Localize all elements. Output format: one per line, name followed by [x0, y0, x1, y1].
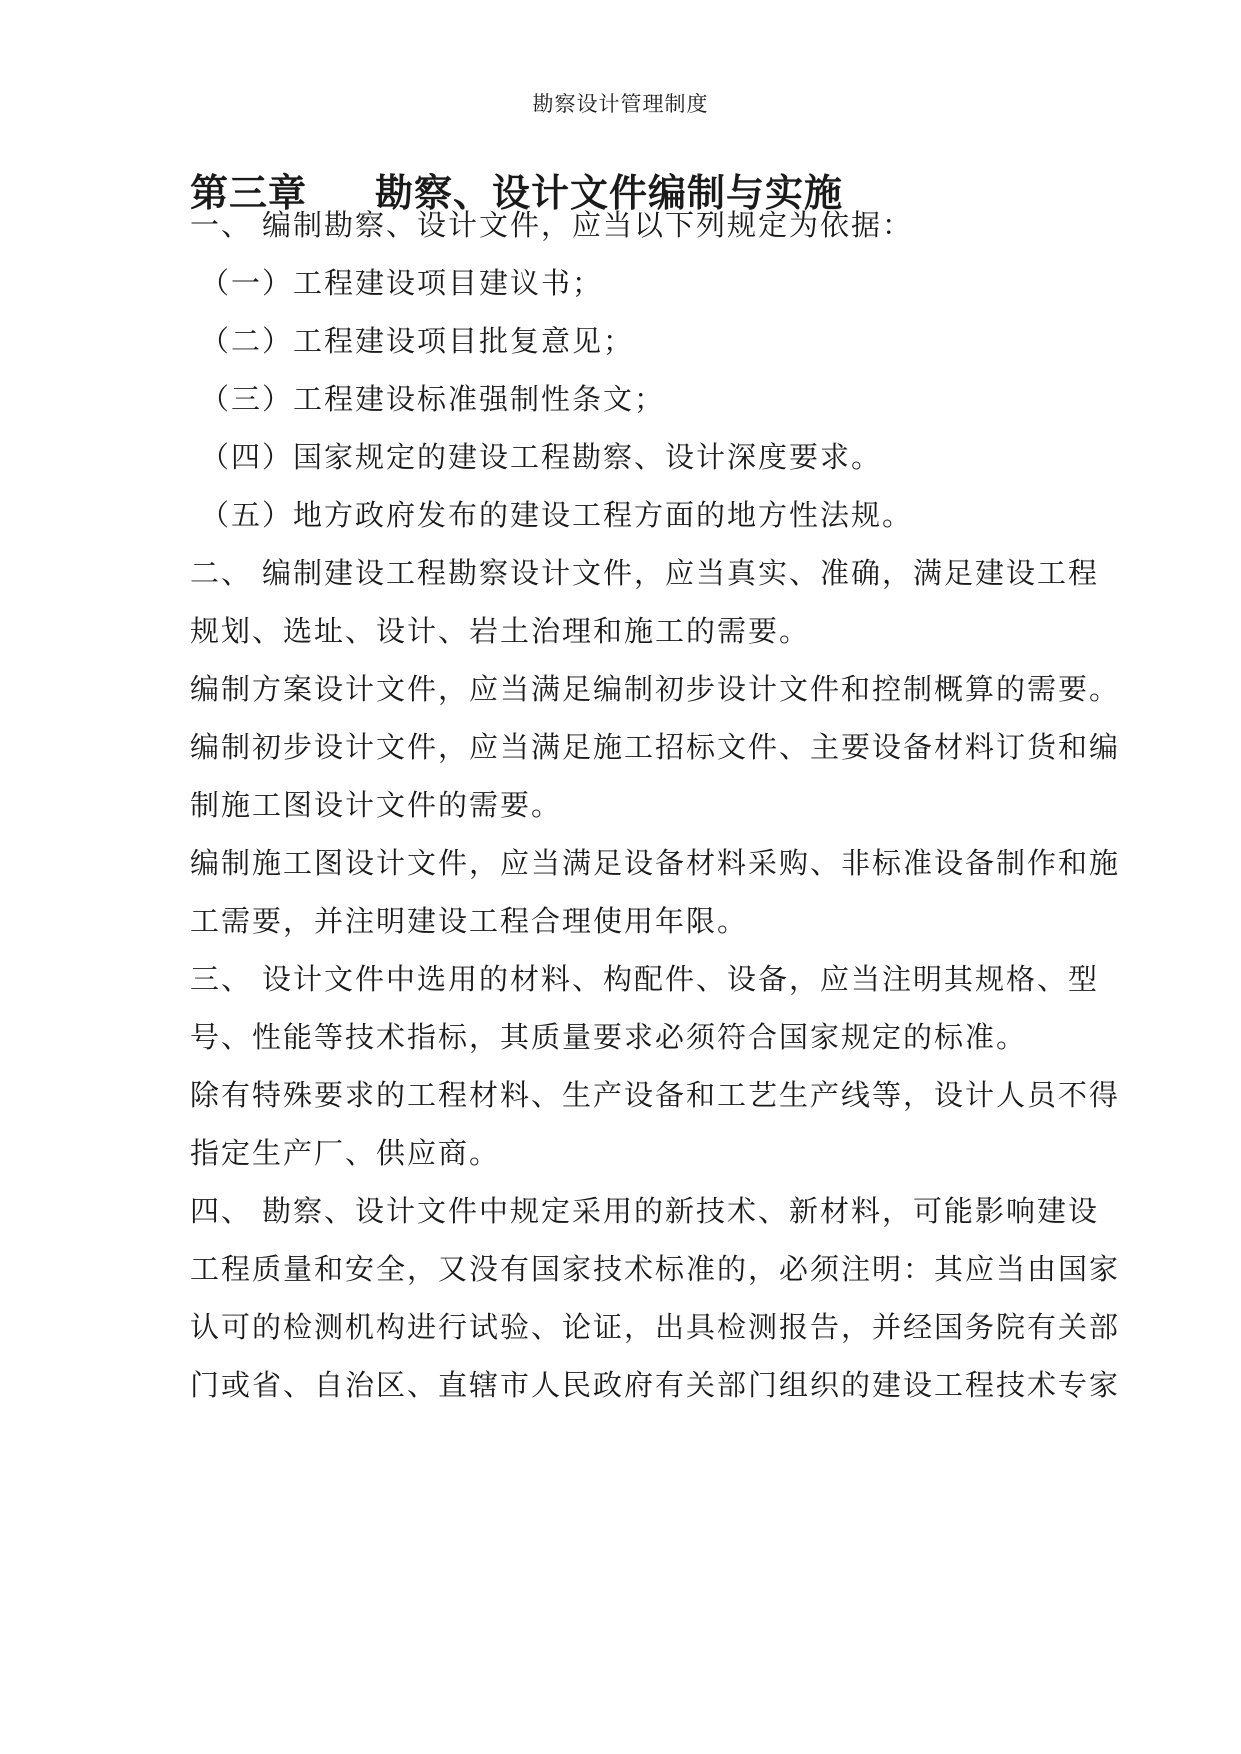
paragraph-line: 工程质量和安全，又没有国家技术标准的，必须注明：其应当由国家: [190, 1252, 1121, 1286]
section-number: 一、: [190, 208, 253, 242]
list-item: （一）工程建设项目建议书；: [200, 266, 604, 300]
section-1-heading: [190, 208, 913, 243]
paragraph-line: 号、性能等技术指标，其质量要求必须符合国家规定的标准。: [190, 1020, 1028, 1054]
section-3-heading: [190, 962, 1099, 997]
paragraph-line: 门或省、自治区、直辖市人民政府有关部门组织的建设工程技术专家: [190, 1368, 1121, 1402]
list-item: （四）国家规定的建设工程勘察、设计深度要求。: [200, 440, 883, 474]
paragraph-line: 编制施工图设计文件，应当满足设备材料采购、非标准设备制作和施: [190, 846, 1121, 880]
paragraph-text: 设计文件中选用的材料、构配件、设备，应当注明其规格、型: [262, 962, 1100, 996]
list-item: （二）工程建设项目批复意见；: [200, 324, 635, 358]
paragraph-text: 编制勘察、设计文件，应当以下列规定为依据：: [262, 208, 914, 242]
section-number: 二、: [190, 556, 253, 590]
paragraph-line: 编制初步设计文件，应当满足施工招标文件、主要设备材料订货和编: [190, 730, 1121, 764]
chapter-label: 第三章: [190, 171, 308, 215]
list-item: （五）地方政府发布的建设工程方面的地方性法规。: [200, 498, 914, 532]
list-item: （三）工程建设标准强制性条文；: [200, 382, 666, 416]
paragraph-line: 工需要，并注明建设工程合理使用年限。: [190, 904, 749, 938]
section-4-heading: [190, 1194, 1099, 1229]
paragraph-line: 编制方案设计文件，应当满足编制初步设计文件和控制概算的需要。: [190, 672, 1121, 706]
chapter-title: 勘察、设计文件编制与实施: [375, 171, 844, 215]
paragraph-line: 除有特殊要求的工程材料、生产设备和工艺生产线等，设计人员不得: [190, 1078, 1121, 1112]
paragraph-text: 编制建设工程勘察设计文件，应当真实、准确，满足建设工程: [262, 556, 1100, 590]
paragraph-line: 指定生产厂、供应商。: [190, 1136, 501, 1170]
page-header: 勘察设计管理制度: [532, 92, 709, 116]
section-2-heading: [190, 556, 1099, 591]
section-number: 三、: [190, 962, 253, 996]
paragraph-line: 规划、选址、设计、岩土治理和施工的需要。: [190, 614, 811, 648]
paragraph-text: 勘察、设计文件中规定采用的新技术、新材料，可能影响建设: [262, 1194, 1100, 1228]
section-number: 四、: [190, 1194, 253, 1228]
paragraph-line: 制施工图设计文件的需要。: [190, 788, 563, 822]
paragraph-line: 认可的检测机构进行试验、论证，出具检测报告，并经国务院有关部: [190, 1310, 1121, 1344]
